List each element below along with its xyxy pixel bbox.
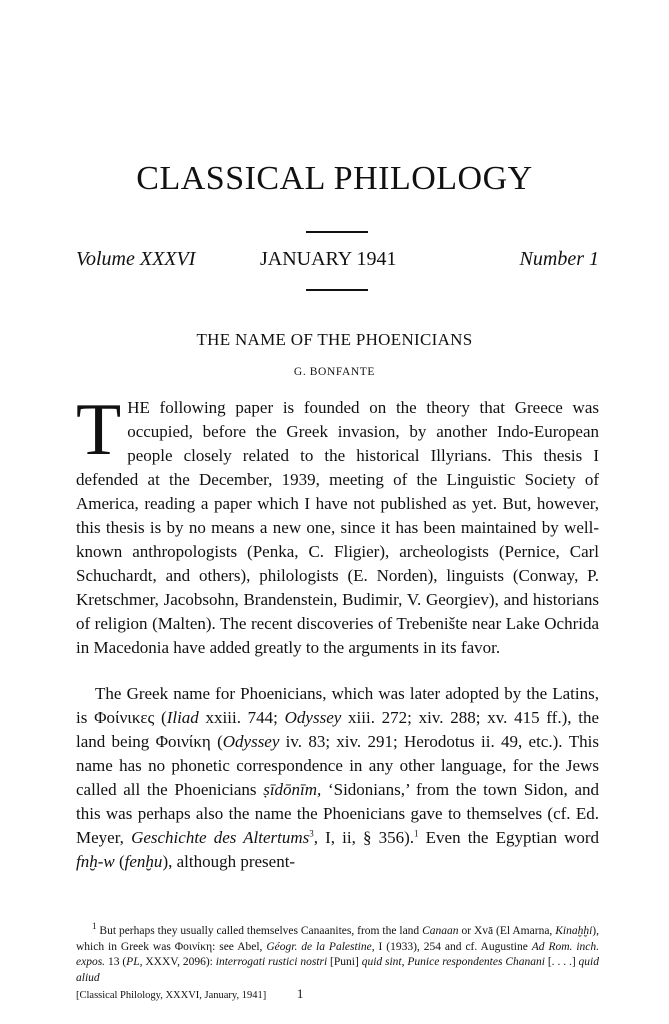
work-title: Odyssey [222, 732, 280, 751]
text-run: ), which in Greek was [76, 925, 599, 953]
volume-label: Volume XXXVI [76, 248, 196, 270]
text-run: [. . . .] [544, 956, 579, 968]
text-run: xiii. 272; xiv. 288; xv. 415 ff.), the land being [76, 708, 599, 751]
paragraph-1-text: HE following paper is founded on the theory that Greece was occupied, before the Greek invasion, by another Indo-European people closely related to the historical Illyrians. This thesis I defended at the December, 1939, meeting of the Linguistic Society of America, reading a paper which I have not published as yet. But, however, this thesis is by no means a new one, since it has been maintained by well-known anthropologists (Penka, C. Fligier), archeologists (Pernice, Carl Schuchardt, and others), philologists (E. Norden), linguists (Conway, P. Kretschmer, Jacobsohn, Brandenstein, Budimir, V. Georgiev), and historians of religion (Malten). The recent discoveries of Trebenište near Lake Ochrida in Macedonia have added greatly to the arguments in its favor. [76, 398, 599, 657]
text-run: ‘Sidonians,’ from the town Sidon, and this was perhaps also the name the Phoenicians gave to themselves (cf. Ed. Meyer, [76, 780, 599, 847]
hebrew-term: ṣīdōnīm, [263, 780, 322, 799]
issue-number: Number 1 [519, 248, 599, 270]
journal-title: CLASSICAL PHILOLOGY [136, 160, 533, 197]
text-run: The Greek name for Phoenicians, which was later adopted by the Latins, is [76, 684, 599, 727]
work-title: Ad Rom. inch. expos. [76, 940, 600, 968]
page-number: 1 [296, 986, 304, 1001]
footnote-1 [76, 921, 600, 986]
latin-quote: quid aliud [76, 956, 599, 984]
work-title: PL [126, 956, 140, 968]
bottom-rule [306, 289, 368, 291]
text-run: , I, ii, § 356). [313, 828, 415, 847]
footnote-ref[interactable]: 1 [414, 828, 419, 839]
page-footer [76, 986, 303, 1002]
work-title: Géogr. de la Palestine [266, 940, 372, 953]
text-run: ( [210, 732, 223, 751]
greek-word: Φοίνικες [94, 708, 155, 727]
text-run: (El Amarna, [493, 925, 556, 937]
text-run: Xvā [473, 925, 494, 937]
text-run: ( [154, 708, 167, 727]
text-run: or [458, 925, 474, 937]
egyptian-term: fnḫ-w [76, 852, 115, 871]
paragraph-2 [76, 682, 599, 874]
article-title: THE NAME OF THE PHOENICIANS [196, 330, 473, 349]
text-run: Canaan [422, 925, 459, 937]
text-run: iv. 83; xiv. 291; Herodotus ii. 49, etc.). This name has no phonetic correspondence in any other language, for the Jews called all the Phoenicians [76, 732, 599, 799]
text-run: , XXXV, 2096): [139, 956, 216, 968]
text-run: Even the Egyptian word [418, 828, 600, 847]
paragraph-1 [76, 389, 599, 660]
work-title: Iliad [166, 708, 199, 727]
text-run: Kinaḫḫi [555, 925, 593, 937]
drop-cap: T [76, 389, 122, 471]
text-run: , I (1933), 254 and cf. Augustine [371, 940, 532, 953]
footer-citation: [Classical Philology, XXXVI, January, 1941] [76, 990, 267, 1001]
footnote-marker: 1 [92, 921, 97, 932]
greek-word: Φοινίκη [174, 940, 213, 953]
text-run: 13 ( [105, 956, 127, 968]
text-run: But perhaps they usually called themselves Canaanites, from the land [96, 925, 423, 937]
top-rule [306, 231, 368, 233]
issue-date: JANUARY 1941 [260, 248, 397, 270]
text-run: xxiii. 744; [198, 708, 285, 727]
latin-quote: interrogati rustici nostri [215, 956, 328, 968]
text-run: [Puni] [327, 956, 362, 968]
text-run: : see Abel, [212, 940, 267, 953]
greek-word: Φοινίκη [155, 732, 211, 751]
latin-quote: quid sint, Punice respondentes Chanani [361, 956, 545, 968]
article-author: G. BONFANTE [293, 366, 376, 378]
work-title: Geschichte des Altertums [131, 828, 310, 847]
text-run: ), although present- [162, 852, 296, 871]
edition-superscript: 3 [309, 828, 314, 839]
egyptian-term: fenḫu [124, 852, 163, 871]
work-title: Odyssey [284, 708, 342, 727]
text-run: ( [114, 852, 125, 871]
